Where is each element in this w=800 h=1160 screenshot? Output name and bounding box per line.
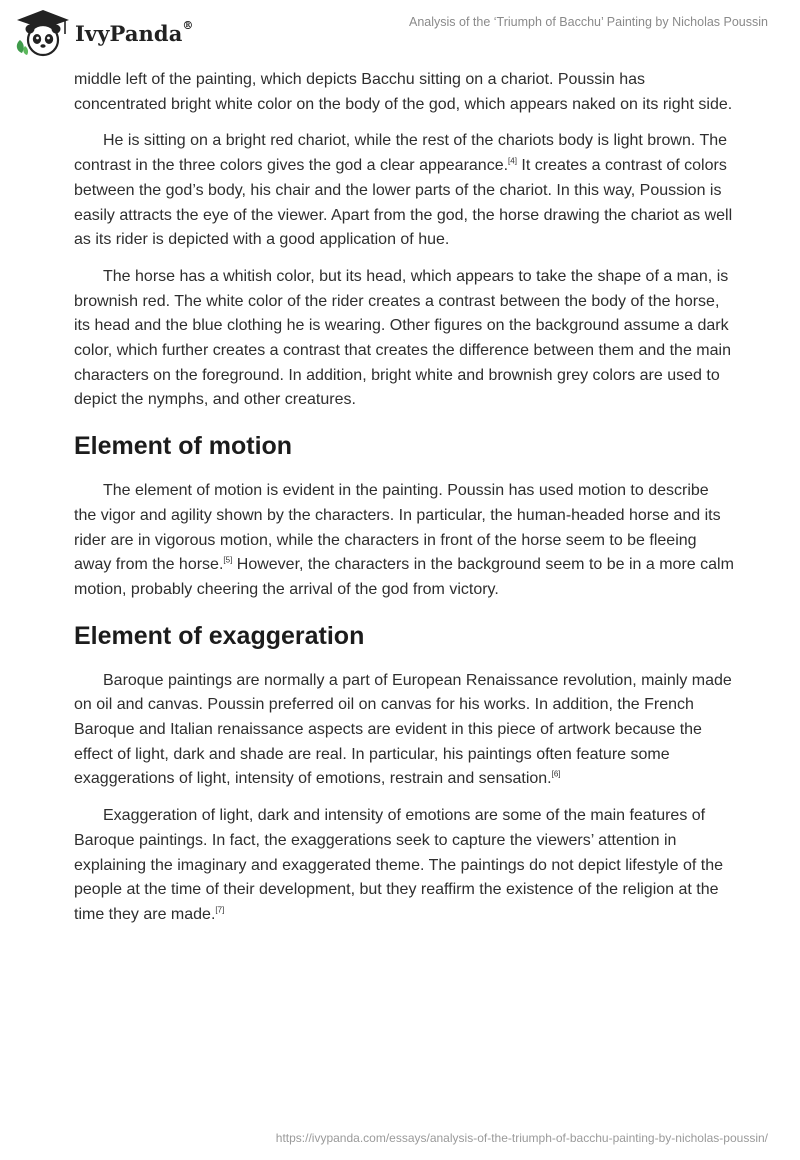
paragraph: The element of motion is evident in the painting. Poussin has used motion to describe the vigor and agility shown by the characters. In particular, the human-headed horse and its rider are in vigorous motion, while the characters in front of the horse seem to be fleeing away from the horse.[5] However, the characters in the background seem to be in a more calm motion, probably cheering the arrival of the god from victory. — [74, 482, 734, 598]
page-header — [0, 0, 800, 70]
source-url[interactable]: https://ivypanda.com/essays/analysis-of-the-triumph-of-bacchu-painting-by-nicholas-poussin/ — [275, 1131, 768, 1145]
footnote-ref[interactable]: [5] — [223, 555, 233, 565]
paragraph: Baroque paintings are normally a part of European Renaissance revolution, mainly made on oil and canvas. Poussin preferred oil on canvas for his works. In addition, the French Baroque and Italian renaissance aspects are evident in this piece of artwork because the effect of light, dark and shade are real. In particular, his paintings often feature some exaggerations of light, intensity of emotions, restrain and sensation.[6] — [74, 671, 732, 788]
essay-body — [74, 68, 734, 940]
section-heading-exaggeration: Element of exaggeration — [74, 621, 365, 650]
document-title: Analysis of the ‘Triumph of Bacchu’ Painting by Nicholas Poussin — [409, 15, 768, 29]
footnote-ref[interactable]: [4] — [508, 156, 517, 166]
section-heading-motion: Element of motion — [74, 432, 293, 461]
panda-graduate-icon — [13, 8, 73, 58]
ivypanda-logo[interactable] — [13, 8, 194, 58]
paragraph: The horse has a whitish color, but its head, which appears to take the shape of a man, is brownish red. The white color of the rider creates a contrast between the body of the horse, its head and the blue clothing he is wearing. Other figures on the background assume a dark color, which further creates a contrast that creates the difference between them and the main characters on the foreground. In addition, bright white and brownish grey colors are used to depict the nymphs, and other creatures. — [74, 267, 731, 409]
paragraph: middle left of the painting, which depicts Bacchu sitting on a chariot. Poussin has concentrated bright white color on the body of the god, which appears naked on its right side. — [74, 71, 733, 113]
paragraph: He is sitting on a bright red chariot, while the rest of the chariots body is light brown. The contrast in the three colors gives the god a clear appearance.[4] It creates a contrast of colors between the god’s body, his chair and the lower parts of the chariot. In this way, Poussion is easily attracts the eye of the viewer. Apart from the god, the horse drawing the chariot as well as its rider is depicted with a good application of hue. — [74, 132, 733, 249]
footnote-ref[interactable]: [6] — [551, 770, 561, 780]
paragraph: Exaggeration of light, dark and intensity of emotions are some of the main features of Baroque paintings. In fact, the exaggerations seek to capture the viewers’ attention in explaining the imaginary and exaggerated theme. The paintings do not depict lifestyle of the people at the time of their development, but they reaffirm the existence of the religion at the time they are made.[7] — [74, 807, 724, 923]
footnote-ref[interactable]: [7] — [215, 905, 225, 915]
logo-wordmark: IvyPanda® — [75, 18, 194, 46]
